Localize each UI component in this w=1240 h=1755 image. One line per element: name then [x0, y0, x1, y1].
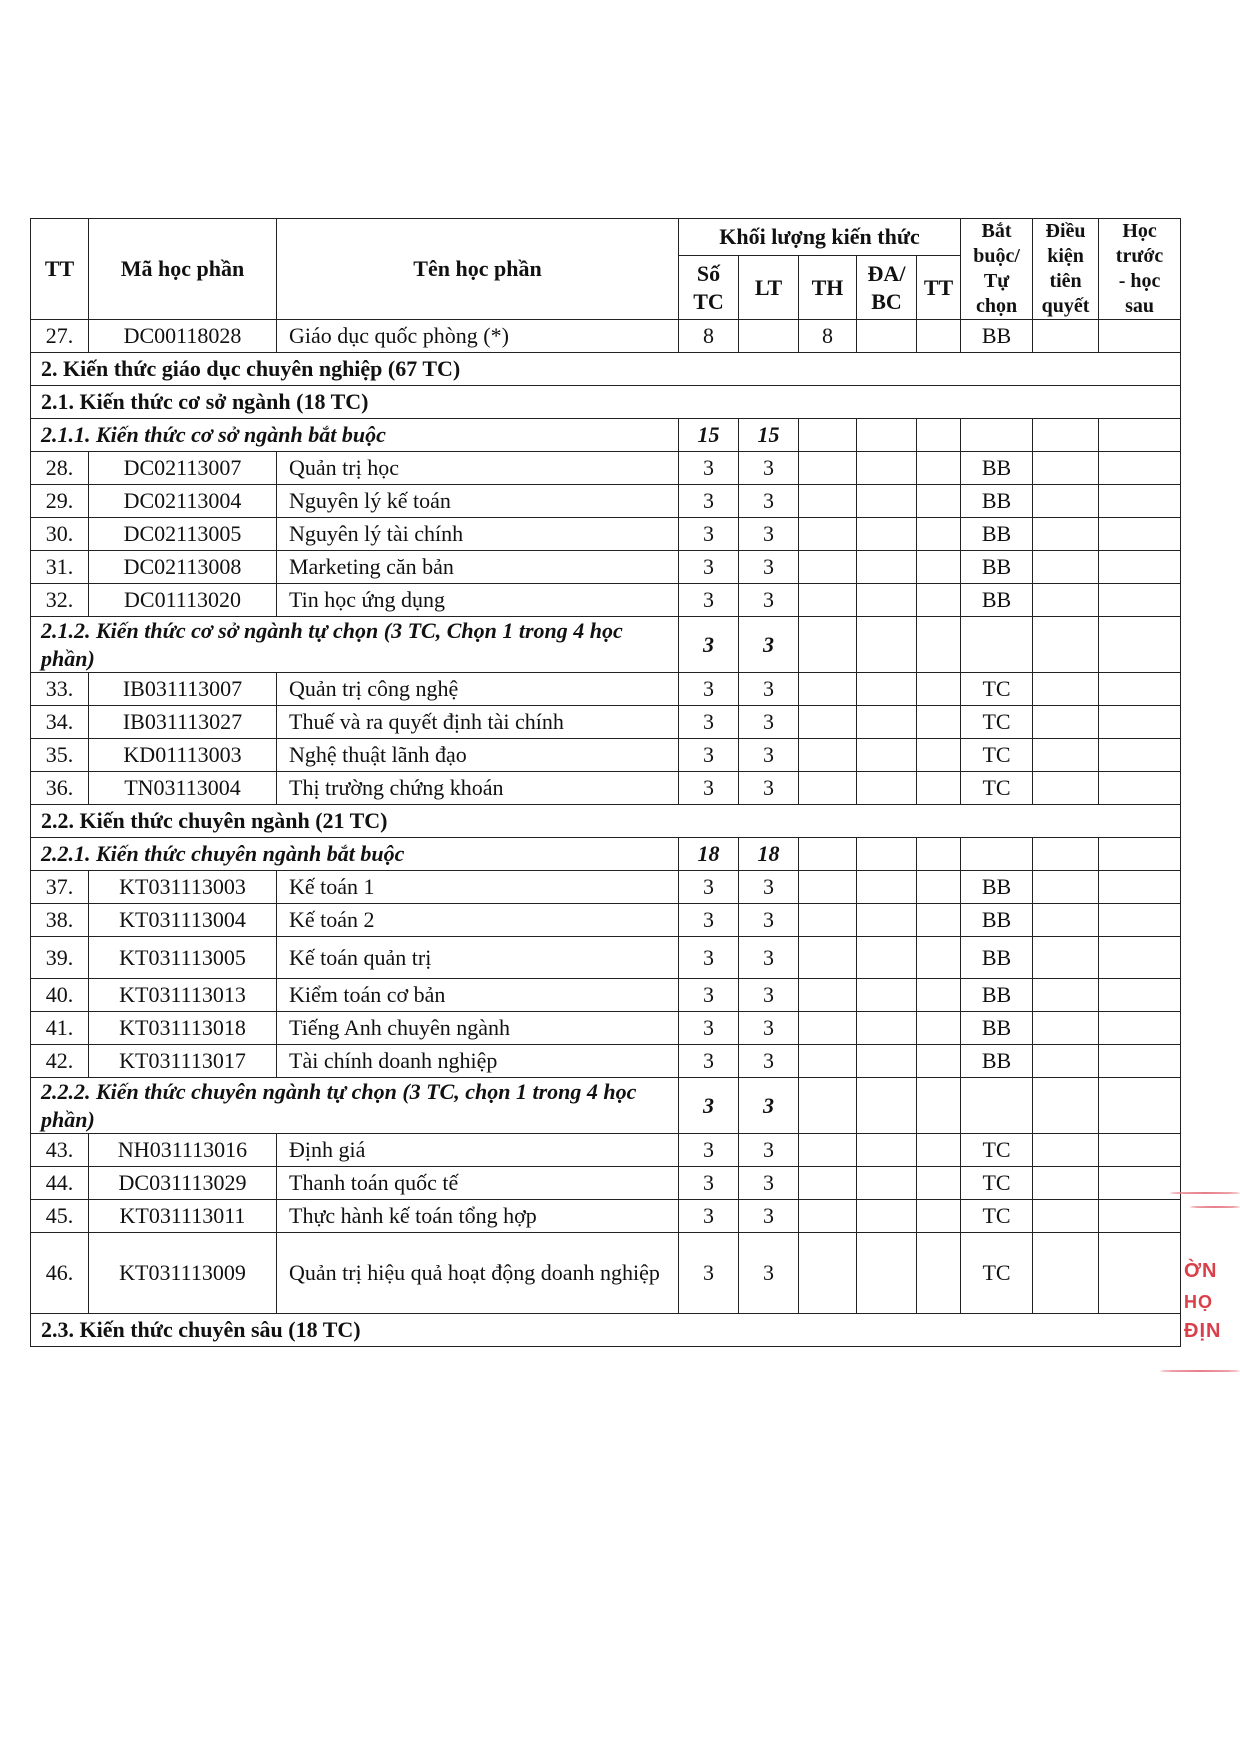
red-seal-stamp: ỜN HỌ ĐỊN	[1170, 1180, 1240, 1400]
table-row: 38. KT031113004 Kế toán 2 3 3 BB	[31, 904, 1181, 937]
header-course-code: Mã học phần	[89, 219, 277, 320]
curriculum-table	[30, 218, 1181, 1347]
table-row: 45. KT031113011 Thực hành kế toán tổng hợp 3 3 TC	[31, 1200, 1181, 1233]
table-row: 32. DC01113020 Tin học ứng dụng 3 3 BB	[31, 584, 1181, 617]
header-internship: TT	[917, 256, 961, 320]
table-row: 44. DC031113029 Thanh toán quốc tế 3 3 TC	[31, 1167, 1181, 1200]
table-row: 46. KT031113009 Quản trị hiệu quả hoạt động doanh nghiệp 3 3 TC	[31, 1233, 1181, 1314]
subsection-row: 2.1.1. Kiến thức cơ sở ngành bắt buộc 15 15	[31, 419, 1181, 452]
header-theory: LT	[739, 256, 799, 320]
section-row: 2. Kiến thức giáo dục chuyên nghiệp (67 TC)	[31, 353, 1181, 386]
header-credits: Số TC	[679, 256, 739, 320]
table-row: 37. KT031113003 Kế toán 1 3 3 BB	[31, 871, 1181, 904]
header-required-elective: Bắt buộc/ Tự chọn	[961, 219, 1033, 320]
table-row: 41. KT031113018 Tiếng Anh chuyên ngành 3 3 BB	[31, 1012, 1181, 1045]
table-row: 34. IB031113027 Thuế và ra quyết định tài chính 3 3 TC	[31, 706, 1181, 739]
header-row	[31, 219, 1181, 256]
subsection-row: 2.2.1. Kiến thức chuyên ngành bắt buộc 18 18	[31, 838, 1181, 871]
section-row: 2.2. Kiến thức chuyên ngành (21 TC)	[31, 805, 1181, 838]
table-row: 33. IB031113007 Quản trị công nghệ 3 3 TC	[31, 673, 1181, 706]
subsection-row: 2.2.2. Kiến thức chuyên ngành tự chọn (3 TC, chọn 1 trong 4 học phần) 3 3	[31, 1078, 1181, 1134]
table-row: 36. TN03113004 Thị trường chứng khoán 3 3 TC	[31, 772, 1181, 805]
table-row: 43. NH031113016 Định giá 3 3 TC	[31, 1134, 1181, 1167]
header-project: ĐA/ BC	[857, 256, 917, 320]
header-credit-volume: Khối lượng kiến thức	[679, 219, 961, 256]
table-row: 27. DC00118028 Giáo dục quốc phòng (*) 8 8 BB	[31, 320, 1181, 353]
section-row: 2.3. Kiến thức chuyên sâu (18 TC)	[31, 1314, 1181, 1347]
table-row: 42. KT031113017 Tài chính doanh nghiệp 3 3 BB	[31, 1045, 1181, 1078]
subsection-row: 2.1.2. Kiến thức cơ sở ngành tự chọn (3 TC, Chọn 1 trong 4 học phần) 3 3	[31, 617, 1181, 673]
table-row: 31. DC02113008 Marketing căn bản 3 3 BB	[31, 551, 1181, 584]
header-tt: TT	[31, 219, 89, 320]
header-prerequisite: Điều kiện tiên quyết	[1033, 219, 1099, 320]
table-row: 29. DC02113004 Nguyên lý kế toán 3 3 BB	[31, 485, 1181, 518]
table-row: 39. KT031113005 Kế toán quản trị 3 3 BB	[31, 937, 1181, 979]
header-course-name: Tên học phần	[277, 219, 679, 320]
header-practice: TH	[799, 256, 857, 320]
section-row: 2.1. Kiến thức cơ sở ngành (18 TC)	[31, 386, 1181, 419]
table-row: 35. KD01113003 Nghệ thuật lãnh đạo 3 3 TC	[31, 739, 1181, 772]
table-row: 30. DC02113005 Nguyên lý tài chính 3 3 BB	[31, 518, 1181, 551]
table-row: 28. DC02113007 Quản trị học 3 3 BB	[31, 452, 1181, 485]
header-course-order: Học trước - học sau	[1099, 219, 1181, 320]
table-row: 40. KT031113013 Kiểm toán cơ bản 3 3 BB	[31, 979, 1181, 1012]
